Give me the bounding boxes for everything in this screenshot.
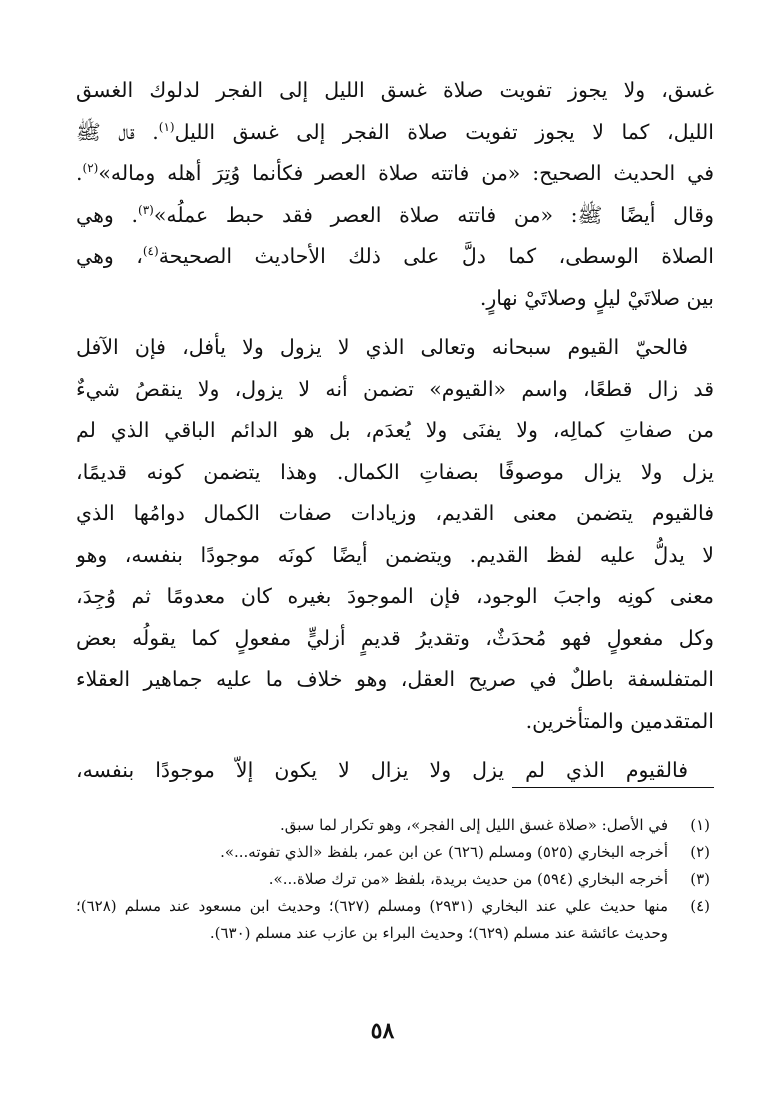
- text-line: الليل، كما لا يجوز تفويت صلاة الفجر إلى غسق الليل$^{(١)}$. قال ﷺ: [76, 119, 714, 144]
- footnote-reference: (٣): [138, 202, 154, 217]
- page-body: [76, 70, 714, 792]
- text-line: من صفاتِ كمالِه، ولا يفنَى ولا يُعدَم، بل هو الدائم الباقي الذي لم: [76, 418, 714, 442]
- footnotes: [76, 812, 710, 947]
- footnote: [76, 866, 710, 893]
- footnote-text: في الأصل: «صلاة غسق الليل إلى الفجر»، وهو تكرار لما سبق.: [279, 816, 668, 834]
- footnote-number: (٣): [690, 870, 710, 888]
- text-line: في الحديث الصحيح: «من فاتته صلاة العصر فكأنما وُتِرَ أهله وماله»$^{(٢)}$.: [76, 161, 714, 185]
- footnote: [76, 839, 710, 866]
- footnote-text: أخرجه البخاري (٥٢٥) ومسلم (٦٢٦) عن ابن عمر، بلفظ «الذي تفوته...».: [220, 843, 668, 861]
- paragraph-1: [76, 70, 714, 319]
- footnote-text: منها حديث علي عند البخاري (٢٩٣١) ومسلم (٦٢٧)؛ وحديث ابن مسعود عند مسلم (٦٢٨)؛ وحديث عائشة عند مسلم (٦٢٩)؛ وحديث البراء بن عازب عند مسلم (٦٣٠).: [76, 897, 668, 942]
- text-line: المتقدمين والمتأخرين.: [525, 708, 714, 733]
- footnote-reference: (١): [158, 119, 175, 134]
- text-line: الصلاة الوسطى، كما دلَّ على ذلك الأحاديث الصحيحة$^{(٤)}$، وهي: [76, 244, 714, 268]
- text-line: فالقيوم الذي لم يزل ولا يزال لا يكون إلاّ موجودًا بنفسه،: [76, 758, 688, 782]
- footnote-number: (٢): [690, 843, 710, 861]
- text-line: فالقيوم يتضمن معنى القديم، وزيادات صفات الكمال دوامُها الذي: [76, 501, 714, 525]
- text-line: يزل ولا يزال موصوفًا بصفاتِ الكمال. وهذا يتضمن كونه قديمًا،: [76, 459, 714, 484]
- text-line: لا يدلُّ عليه لفظ القديم. ويتضمن أيضًا كونَه موجودًا بنفسه، وهو: [76, 542, 714, 567]
- footnote-separator: [512, 787, 714, 788]
- footnote: [76, 812, 710, 839]
- text-line: معنى كونِه واجبَ الوجود، فإن الموجودَ بغيره كان معدومًا ثم وُجِدَ،: [76, 584, 714, 608]
- footnote-reference: (٢): [82, 161, 99, 175]
- footnote-number: (١): [690, 816, 710, 834]
- text-line: قد زال قطعًا، واسم «القيوم» تضمن أنه لا يزول، ولا ينقصُ شيءٌ: [76, 376, 714, 401]
- text-line: المتفلسفة باطلٌ في صريح العقل، وهو خلاف ما عليه جماهير العقلاء: [76, 667, 714, 691]
- footnote-reference: (٤): [142, 244, 159, 258]
- text-line: بين صلاتَيْ ليلٍ وصلاتَيْ نهارٍ.: [479, 285, 714, 310]
- paragraph-3: [76, 750, 714, 792]
- page-number: ٥٨: [370, 1018, 395, 1044]
- text-line: غسق، ولا يجوز تفويت صلاة غسق الليل إلى الفجر لدلوك الغسق: [76, 78, 714, 102]
- text-line: فالحيّ القيوم سبحانه وتعالى الذي لا يزول ولا يأفل، فإن الآفل: [76, 335, 688, 359]
- footnote-text: أخرجه البخاري (٥٩٤) من حديث بريدة، بلفظ «من ترك صلاة...».: [268, 870, 668, 888]
- text-line: وكل مفعولٍ فهو مُحدَثٌ، وتقديرُ قديمٍ أزليٍّ مفعولٍ كما يقولُه بعض: [76, 625, 714, 650]
- footnote: [76, 893, 710, 947]
- paragraph-2: [76, 327, 714, 742]
- footnote-number: (٤): [690, 897, 710, 915]
- text-line: وقال أيضًا ﷺ: «من فاتته صلاة العصر فقد حبط عملُه»$^{(٣)}$. وهي: [76, 202, 714, 227]
